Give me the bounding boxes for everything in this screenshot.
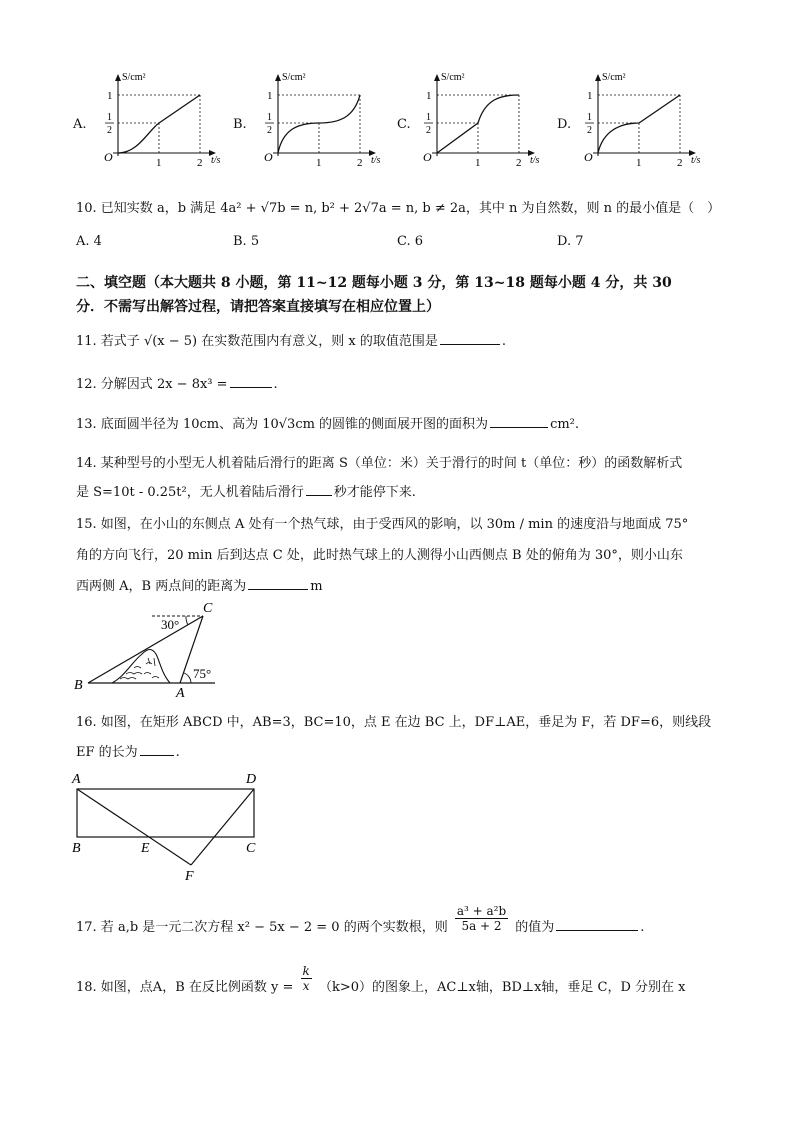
q10-option-a: A. 4 bbox=[76, 234, 102, 249]
x-tick-1: 1 bbox=[156, 157, 162, 169]
q9-graph-c bbox=[424, 74, 535, 156]
q17-frac-den: 5a + 2 bbox=[461, 919, 502, 933]
q16-answer-blank[interactable] bbox=[140, 743, 174, 756]
q14-answer-blank[interactable] bbox=[306, 483, 332, 496]
q15-angle-30: 30° bbox=[161, 617, 180, 632]
origin-label: O bbox=[104, 150, 113, 164]
y-tick-one: 1 bbox=[426, 90, 432, 102]
q16-label-a: A bbox=[72, 772, 81, 787]
y-tick-one: 1 bbox=[267, 90, 273, 102]
q17-text: 17. 若 a,b 是一元二次方程 x² − 5x − 2 = 0 的两个实数根，则 bbox=[76, 920, 448, 935]
axis-label-s: S/cm² bbox=[441, 72, 465, 83]
q12-text: 12. 分解因式 2x − 8x³ = bbox=[76, 377, 228, 392]
x-tick-1: 1 bbox=[316, 157, 322, 169]
y-tick-half-num: 1 bbox=[107, 112, 112, 123]
q14-line1: 14. 某种型号的小型无人机着陆后滑行的距离 S（单位：米）关于滑行的时间 t（单位：秒）的函数解析式 bbox=[76, 456, 683, 471]
origin-label: O bbox=[264, 150, 273, 164]
q9-option-a-label: A. bbox=[73, 117, 87, 132]
q15-answer-blank[interactable] bbox=[248, 577, 308, 590]
q10-option-c: C. 6 bbox=[397, 234, 424, 249]
q15-line1: 15. 如图，在小山的东侧点 A 处有一个热气球，由于受西风的影响，以 30m / min 的速度沿与地面成 75° bbox=[76, 517, 689, 532]
q16-line1: 16. 如图，在矩形 ABCD 中，AB=3，BC=10，点 E 在边 BC 上，DF⊥AE，垂足为 F，若 DF=6，则线段 bbox=[76, 715, 712, 730]
q17-answer-blank[interactable] bbox=[556, 918, 638, 931]
q17-frac-num: a³ + a²b bbox=[456, 904, 507, 918]
q16-line2 bbox=[76, 741, 180, 760]
q16-text: EF 的长为 bbox=[76, 745, 138, 760]
q9-graphs-svg bbox=[0, 70, 794, 175]
q12-answer-blank[interactable] bbox=[230, 375, 272, 388]
q13-unit: cm². bbox=[550, 417, 580, 432]
y-tick-half-den: 2 bbox=[267, 125, 272, 136]
x-tick-2: 2 bbox=[197, 157, 203, 169]
q15-line3 bbox=[76, 575, 323, 594]
x-tick-2: 2 bbox=[357, 157, 363, 169]
q16-label-c: C bbox=[246, 841, 256, 856]
y-axis-arrow bbox=[115, 74, 121, 81]
y-axis-arrow bbox=[434, 74, 440, 81]
y-axis-arrow bbox=[275, 74, 281, 81]
q16-label-b: B bbox=[72, 841, 81, 856]
q18-text: 18. 如图，点A，B 在反比例函数 y = bbox=[76, 980, 294, 995]
q11 bbox=[76, 330, 506, 349]
q15-angle-75: 75° bbox=[193, 666, 212, 681]
y-tick-half-den: 2 bbox=[426, 125, 431, 136]
axis-label-t: t/s bbox=[371, 155, 381, 166]
q14-line2 bbox=[76, 481, 416, 500]
q9-option-d-label: D. bbox=[557, 117, 572, 132]
q14-end: 秒才能停下来. bbox=[333, 485, 416, 500]
y-tick-half-num: 1 bbox=[426, 112, 431, 123]
q16-end: . bbox=[175, 745, 180, 760]
q18-fraction bbox=[301, 964, 312, 993]
q9-graph-d bbox=[585, 74, 696, 156]
q13 bbox=[76, 413, 579, 432]
q15-unit: m bbox=[310, 579, 323, 594]
q9-graph-b bbox=[265, 74, 376, 156]
q18 bbox=[76, 964, 686, 1004]
q17-end: . bbox=[640, 920, 645, 935]
q9-option-c-label: C. bbox=[397, 117, 411, 132]
origin-label: O bbox=[584, 150, 593, 164]
q15-figure bbox=[60, 596, 240, 701]
q18-text2: （k>0）的图象上，AC⊥x轴，BD⊥x轴，垂足 C，D 分别在 x bbox=[318, 980, 686, 995]
q17 bbox=[76, 904, 644, 944]
y-tick-one: 1 bbox=[107, 90, 113, 102]
q15-label-c: C bbox=[203, 601, 213, 616]
x-tick-1: 1 bbox=[475, 157, 481, 169]
y-tick-half-den: 2 bbox=[107, 125, 112, 136]
axis-label-t: t/s bbox=[211, 155, 221, 166]
q16-label-f: F bbox=[185, 869, 194, 884]
q13-text: 13. 底面圆半径为 10cm、高为 10√3cm 的圆锥的侧面展开图的面积为 bbox=[76, 417, 489, 432]
q11-text: 11. 若式子 √(x − 5) 在实数范围内有意义，则 x 的取值范围是 bbox=[76, 334, 438, 349]
y-tick-half-num: 1 bbox=[587, 112, 592, 123]
q15-label-a: A bbox=[176, 686, 185, 701]
q18-frac-num: k bbox=[302, 964, 310, 978]
y-tick-one: 1 bbox=[587, 90, 593, 102]
y-tick-half-num: 1 bbox=[267, 112, 272, 123]
q17-text2: 的值为 bbox=[515, 920, 555, 935]
axis-label-s: S/cm² bbox=[122, 72, 146, 83]
axis-label-t: t/s bbox=[691, 155, 701, 166]
axis-label-t: t/s bbox=[530, 155, 540, 166]
q10-stem: 10. 已知实数 a，b 满足 4a² + √7b = n, b² + 2√7a = n, b ≠ 2a，其中 n 为自然数，则 n 的最小值是（ ） bbox=[76, 201, 721, 216]
q13-answer-blank[interactable] bbox=[490, 415, 548, 428]
q9-graph-a bbox=[105, 74, 216, 156]
axis-label-s: S/cm² bbox=[602, 72, 626, 83]
origin-label: O bbox=[423, 150, 432, 164]
q14-text: 是 S=10t - 0.25t²，无人机着陆后滑行 bbox=[76, 485, 304, 500]
y-tick-half-den: 2 bbox=[587, 125, 592, 136]
q16-label-e: E bbox=[141, 841, 150, 856]
q12-end: . bbox=[273, 377, 278, 392]
q16-label-d: D bbox=[246, 772, 257, 787]
section-header-line2: 分．不需写出解答过程，请把答案直接填写在相应位置上） bbox=[76, 299, 440, 315]
q10-option-b: B. 5 bbox=[233, 234, 260, 249]
q18-frac-den: x bbox=[302, 979, 310, 993]
q16-figure bbox=[62, 766, 272, 884]
x-tick-1: 1 bbox=[636, 157, 642, 169]
y-axis-arrow bbox=[595, 74, 601, 81]
q12 bbox=[76, 373, 278, 392]
q15-text: 西两侧 A，B 两点间的距离为 bbox=[76, 579, 247, 594]
x-tick-2: 2 bbox=[516, 157, 522, 169]
q15-line2: 角的方向飞行，20 min 后到达点 C 处，此时热气球上的人测得小山西侧点 B 处的俯角为 30°，则小山东 bbox=[76, 548, 683, 563]
q17-fraction bbox=[455, 904, 508, 933]
x-tick-2: 2 bbox=[677, 157, 683, 169]
q11-end: . bbox=[501, 334, 506, 349]
q15-label-b: B bbox=[74, 678, 83, 693]
q9-option-b-label: B. bbox=[233, 117, 247, 132]
section-header-line1: 二、填空题（本大题共 8 小题，第 11~12 题每小题 3 分，第 13~18 题每小题 4 分，共 30 bbox=[76, 275, 672, 291]
axis-label-s: S/cm² bbox=[282, 72, 306, 83]
q10-option-d: D. 7 bbox=[557, 234, 584, 249]
q11-answer-blank[interactable] bbox=[440, 332, 500, 345]
